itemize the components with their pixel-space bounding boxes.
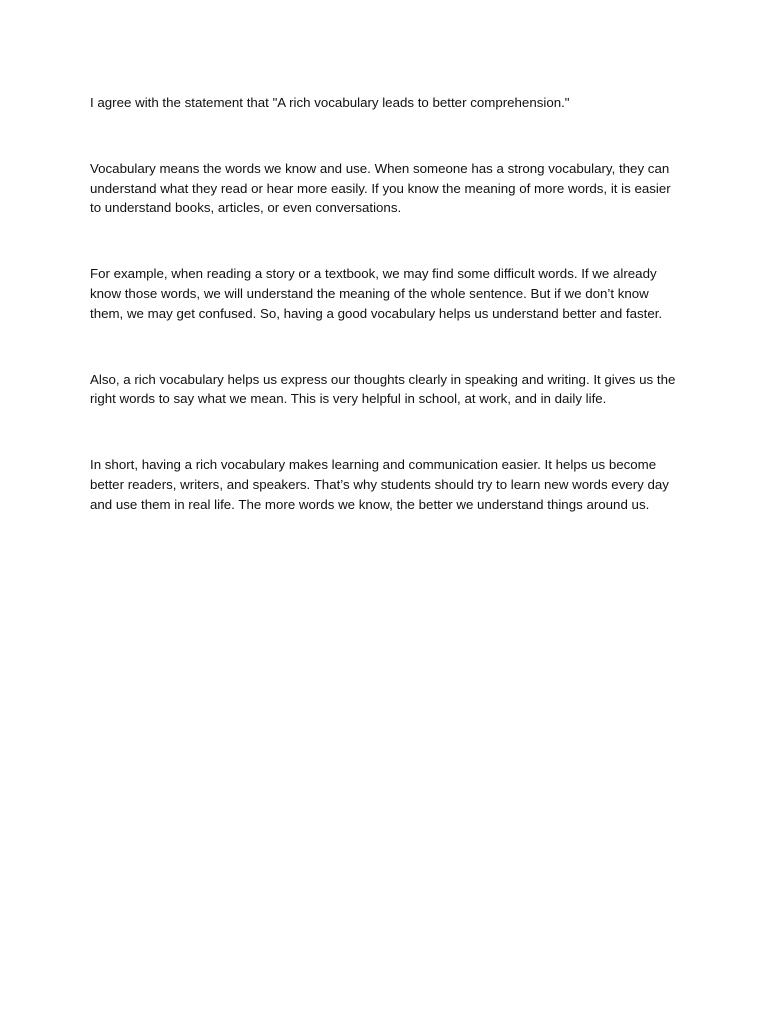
- paragraph-example: For example, when reading a story or a textbook, we may find some difficult words. If we already know those words, we will understand the meaning of the whole sentence. But if we don’t know them, we may get confused. So, having a good vocabulary helps us understand better and faster.: [90, 266, 663, 321]
- paragraph-expression: Also, a rich vocabulary helps us express our thoughts clearly in speaking and writing. It gives us the right words to say what we mean. This is very helpful in school, at work, and in daily life.: [90, 371, 676, 407]
- paragraph-conclusion: In short, having a rich vocabulary makes learning and communication easier. It helps us become better readers, writers, and speakers. That’s why students should try to learn new words every day and use them in real life. The more words we know, the better we understand things around us.: [90, 457, 669, 512]
- document-body: [90, 93, 680, 561]
- paragraph-definition: Vocabulary means the words we know and use. When someone has a strong vocabulary, they can understand what they read or hear more easily. If you know the meaning of more words, it is easier to understand books, articles, or even conversations.: [90, 160, 671, 216]
- paragraph-intro: I agree with the statement that "A rich vocabulary leads to better comprehension.": [90, 95, 570, 110]
